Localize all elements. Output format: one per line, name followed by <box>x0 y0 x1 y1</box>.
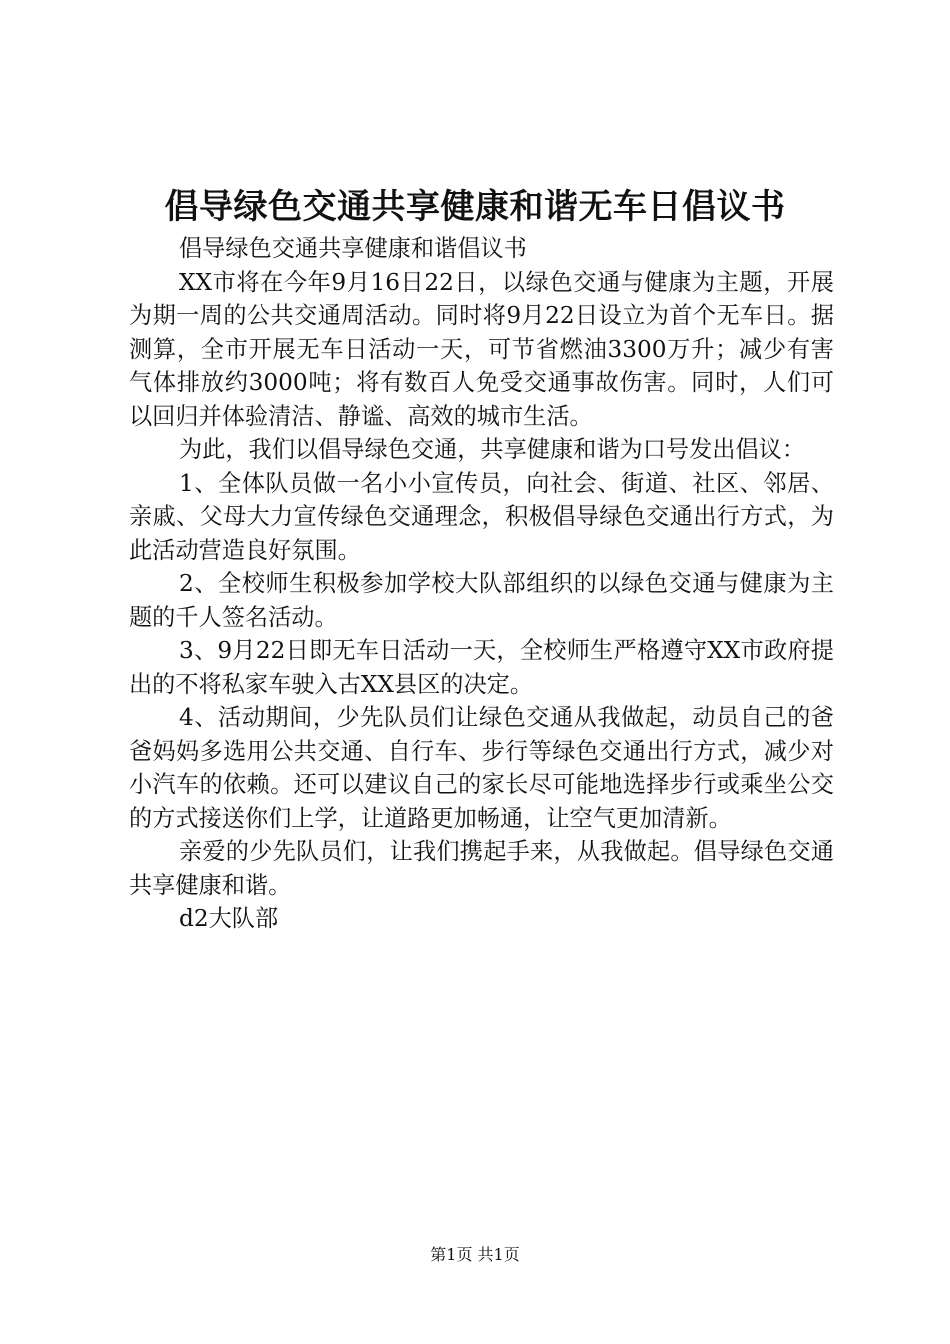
signature-line: d2大队部 <box>179 905 279 932</box>
proposal-item-4: 4、活动期间，少先队员们让绿色交通从我做起，动员自己的爸爸妈妈多选用公共交通、自行车、步行等绿色交通出行方式，减少对小汽车的依赖。还可以建议自己的家长尽可能地选择步行或乘坐公交的方式接送你们上学，让道路更加畅通，让空气更加清新。 <box>129 704 834 832</box>
document-title: 倡导绿色交通共享健康和谐无车日倡议书 <box>164 187 786 227</box>
page-footer: 第1页 共1页 <box>430 1245 520 1264</box>
proposal-item-3: 3、9月22日即无车日活动一天，全校师生严格遵守XX市政府提出的不将私家车驶入古XX县区的决定。 <box>129 637 834 698</box>
proposal-item-1: 1、全体队员做一名小小宣传员，向社会、街道、社区、邻居、亲戚、父母大力宣传绿色交通理念，积极倡导绿色交通出行方式，为此活动营造良好氛围。 <box>129 469 834 564</box>
intro-paragraph: XX市将在今年9月16日22日，以绿色交通与健康为主题，开展为期一周的公共交通周活动。同时将9月22日设立为首个无车日。据测算，全市开展无车日活动一天，可节省燃油3300万升；减少有害气体排放约3000吨；将有数百人免受交通事故伤害。同时，人们可以回归并体验清洁、静谧、高效的城市生活。 <box>129 268 834 430</box>
closing-paragraph: 亲爱的少先队员们，让我们携起手来，从我做起。倡导绿色交通共享健康和谐。 <box>129 838 834 899</box>
document-body <box>129 232 834 936</box>
proposal-lead-paragraph: 为此，我们以倡导绿色交通，共享健康和谐为口号发出倡议： <box>179 436 806 463</box>
proposal-item-2: 2、全校师生积极参加学校大队部组织的以绿色交通与健康为主题的千人签名活动。 <box>129 570 834 631</box>
subtitle-paragraph: 倡导绿色交通共享健康和谐倡议书 <box>179 235 527 262</box>
